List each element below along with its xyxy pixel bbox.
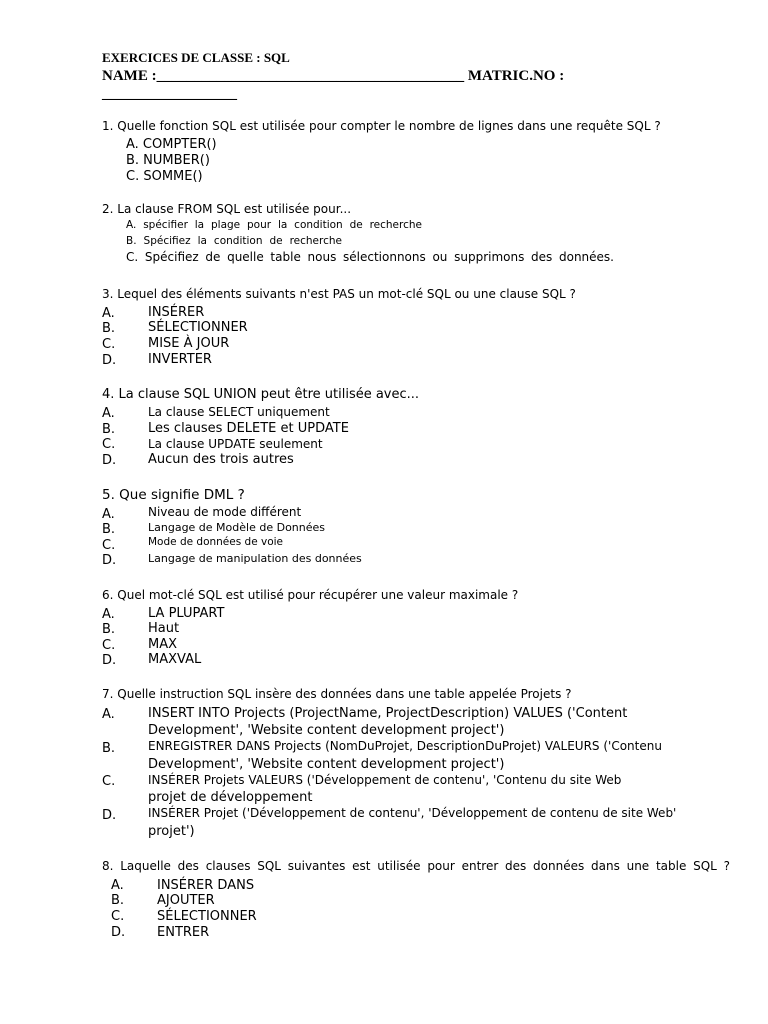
q4-label-c: C. [102, 437, 116, 452]
question-3: 3. Lequel des éléments suivants n'est PAS un mot-clé SQL ou une clause SQL ? [102, 287, 576, 301]
q6-label-a: A. [102, 607, 115, 622]
q3-label-d: D. [102, 353, 117, 368]
q3-option-c: MISE À JOUR [148, 336, 230, 351]
q2-option-a: A. spécifier la plage pour la condition de recherche [126, 219, 422, 231]
q5-label-c: C. [102, 538, 116, 553]
question-5: 5. Que signifie DML ? [102, 487, 245, 503]
q1-option-c: C. SOMME() [126, 169, 203, 184]
question-8: 8. Laquelle des clauses SQL suivantes est utilisée pour entrer des données dans une table SQL ? [102, 859, 730, 873]
q4-option-b: Les clauses DELETE et UPDATE [148, 421, 349, 436]
q8-label-a: A. [111, 878, 124, 893]
q8-label-c: C. [111, 909, 125, 924]
question-4: 4. La clause SQL UNION peut être utilisée avec... [102, 387, 420, 402]
q3-option-a: INSÉRER [148, 305, 205, 320]
question-7: 7. Quelle instruction SQL insère des données dans une table appelée Projets ? [102, 687, 572, 701]
q4-label-b: B. [102, 422, 116, 437]
q7-label-d: D. [102, 808, 117, 823]
q3-label-a: A. [102, 306, 115, 321]
q8-label-d: D. [111, 925, 126, 940]
q5-option-a: Niveau de mode différent [148, 505, 302, 519]
q7-option-a-line1: INSERT INTO Projects (ProjectName, ProjectDescription) VALUES ('Content [148, 706, 628, 721]
q8-option-b: AJOUTER [157, 893, 215, 908]
q6-option-d: MAXVAL [148, 652, 202, 667]
q7-option-c-line1: INSÉRER Projets VALEURS ('Développement de contenu', 'Contenu du site Web [148, 773, 622, 787]
q6-label-d: D. [102, 653, 117, 668]
q2-option-b: B. Spécifiez la condition de recherche [126, 235, 342, 247]
question-1: 1. Quelle fonction SQL est utilisée pour compter le nombre de lignes dans une requête SQL ? [102, 119, 661, 133]
q4-label-a: A. [102, 406, 115, 421]
question-2: 2. La clause FROM SQL est utilisée pour... [102, 202, 352, 216]
q8-option-d: ENTRER [157, 925, 210, 940]
q5-option-b: Langage de Modèle de Données [148, 521, 326, 534]
name-underline: __________________ [102, 86, 237, 102]
q3-option-b: SÉLECTIONNER [148, 320, 248, 335]
q6-option-a: LA PLUPART [148, 606, 225, 621]
q7-option-d-line1: INSÉRER Projet ('Développement de contenu', 'Développement de contenu de site Web' [148, 806, 677, 820]
q7-label-c: C. [102, 774, 116, 789]
q3-label-b: B. [102, 321, 116, 336]
q6-option-b: Haut [148, 621, 180, 636]
q3-option-d: INVERTER [148, 352, 212, 367]
q6-label-b: B. [102, 622, 116, 637]
q4-option-a: La clause SELECT uniquement [148, 405, 330, 419]
question-6: 6. Quel mot-clé SQL est utilisé pour récupérer une valeur maximale ? [102, 588, 519, 602]
q2-option-c: C. Spécifiez de quelle table nous sélectionnons ou supprimons des données. [126, 250, 614, 264]
q1-option-b: B. NUMBER() [126, 153, 210, 168]
q5-option-d: Langage de manipulation des données [148, 552, 362, 565]
q5-label-b: B. [102, 522, 116, 537]
q5-label-a: A. [102, 507, 115, 522]
q7-label-b: B. [102, 741, 116, 756]
q8-option-c: SÉLECTIONNER [157, 909, 257, 924]
sheet-title: EXERCICES DE CLASSE : SQL [102, 50, 290, 65]
q7-option-c-line2: projet de développement [148, 790, 313, 805]
q8-label-b: B. [111, 893, 125, 908]
q4-option-d: Aucun des trois autres [148, 452, 294, 467]
q7-option-a-line2: Development', 'Website content development project') [148, 723, 505, 738]
q6-option-c: MAX [148, 637, 178, 652]
name-matric-line: NAME :_________________________________________ MATRIC.NO : [102, 68, 565, 84]
q5-label-d: D. [102, 553, 117, 568]
q3-label-c: C. [102, 337, 116, 352]
q7-option-d-line2: projet') [148, 824, 195, 839]
q7-label-a: A. [102, 707, 115, 722]
q4-label-d: D. [102, 453, 117, 468]
q1-option-a: A. COMPTER() [126, 137, 217, 152]
q5-option-c: Mode de données de voie [148, 536, 284, 548]
q8-option-a: INSÉRER DANS [157, 878, 255, 893]
q6-label-c: C. [102, 638, 116, 653]
q7-option-b-line2: Development', 'Website content development project') [148, 757, 505, 772]
q7-option-b-line1: ENREGISTRER DANS Projects (NomDuProjet, DescriptionDuProjet) VALEURS ('Contenu [148, 739, 662, 753]
q4-option-c: La clause UPDATE seulement [148, 437, 323, 451]
